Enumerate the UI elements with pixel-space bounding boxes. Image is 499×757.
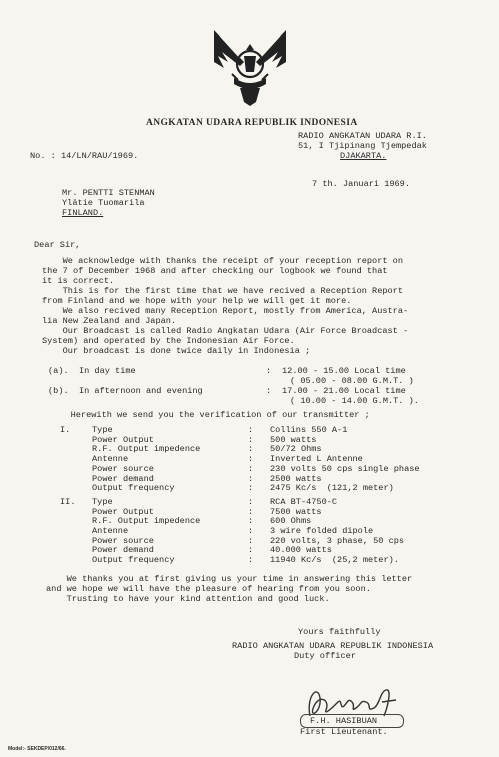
spec-label: Power source — [92, 463, 154, 474]
spec-colon: : — [248, 545, 254, 556]
spec-colon: : — [248, 516, 254, 527]
spec-label: Output frequency — [92, 483, 175, 494]
spec-label: Type — [92, 496, 113, 507]
spec-colon: : — [248, 463, 254, 474]
body-line: lia New Zealand and Japan. — [42, 316, 177, 326]
spec-label: R.F. Output impedence — [92, 444, 201, 455]
verification-intro: Herewith we send you the verification of our transmitter ; — [50, 410, 370, 420]
spec-colon: : — [248, 506, 254, 517]
spec-colon: : — [248, 473, 254, 484]
body-line: This is for the first time that we have recived a Reception Report — [42, 286, 403, 296]
spec-label: Power source — [92, 535, 154, 546]
spec-value: 50/72 Ohms — [270, 444, 322, 455]
spec-label: Antenne — [92, 526, 129, 536]
body-line: the 7 of December 1968 and after checking our logbook we found that — [42, 266, 388, 276]
body-line: We acknowledge with thanks the receipt of your reception report on — [42, 256, 403, 266]
spec-value: 230 volts 50 cps single phase — [270, 463, 420, 474]
schedule-time: 12.00 - 15.00 Local time — [282, 366, 406, 376]
signoff-org: RADIO ANGKATAN UDARA REPUBLIK INDONESIA — [232, 641, 434, 651]
body-line: We also recived many Reception Report, mostly from America, Austra- — [42, 306, 409, 316]
station-street: 51, I Tjipinang Tjempedak — [298, 141, 427, 151]
salutation: Dear Sir, — [34, 240, 81, 250]
spec-colon: : — [248, 444, 254, 455]
spec-colon: : — [248, 483, 254, 494]
spec-label: Type — [92, 425, 113, 435]
spec-value: RCA BT-4750-C — [270, 496, 338, 507]
signatory-name: F.H. HASIBUAN — [310, 716, 378, 726]
spec-value: 600 Ohms — [270, 516, 312, 527]
spec-value: 3 wire folded dipole — [270, 526, 374, 536]
spec-value: 2475 Kc/s (121,2 meter) — [270, 483, 394, 494]
spec-colon: : — [248, 425, 254, 435]
transmitter-numeral: I. — [60, 425, 71, 435]
schedule-label: (b). In afternoon and evening — [48, 386, 203, 396]
reference-number: No. : 14/LN/RAU/1969. — [30, 151, 139, 161]
recipient-street: Ylätie Tuomarila — [62, 198, 145, 208]
spec-value: 2500 watts — [270, 473, 322, 484]
schedule-gmt: ( 05.00 - 08.00 G.M.T. ) — [290, 376, 414, 386]
letterhead-org: ANGKATAN UDARA REPUBLIK INDONESIA — [146, 118, 358, 128]
transmitter-numeral: II. — [60, 496, 76, 507]
spec-colon: : — [248, 535, 254, 546]
spec-value: 11940 Kc/s (25,2 meter). — [270, 555, 399, 566]
body-line: System) and operated by the Indonesian Air Force. — [42, 336, 295, 346]
closing-line: We thanks you at first giving us your time in answering this letter — [46, 574, 413, 584]
spec-value: Inverted L Antenne — [270, 454, 363, 465]
station-city: DJAKARTA. — [340, 151, 387, 161]
recipient-name: Mr. PENTTI STENMAN — [62, 188, 155, 198]
spec-value: 40.000 watts — [270, 545, 332, 556]
schedule-colon: : — [266, 366, 272, 376]
spec-value: Collins 550 A-1 — [270, 425, 348, 435]
spec-colon: : — [248, 496, 254, 507]
body-line: it is correct. — [42, 276, 115, 286]
spec-label: Antenne — [92, 454, 129, 465]
spec-label: Power Output — [92, 506, 154, 517]
spec-colon: : — [248, 555, 254, 566]
spec-label: R.F. Output impedence — [92, 516, 201, 527]
closing-line: and we hope we will have the pleasure of hearing from you soon. — [46, 584, 371, 594]
letter-date: 7 th. Januari 1969. — [312, 179, 410, 189]
yours-faithfully: Yours faithfully — [298, 627, 381, 637]
schedule-label: (a). In day time — [48, 366, 136, 376]
body-line: Our broadcast is done twice daily in Indonesia ; — [42, 346, 311, 356]
signatory-rank: First Lieutenant. — [300, 727, 388, 737]
recipient-country: FINLAND. — [62, 208, 104, 218]
body-line: Our Broadcast is called Radio Angkatan Udara (Air Force Broadcast - — [42, 326, 409, 336]
spec-colon: : — [248, 526, 254, 536]
schedule-colon: : — [266, 386, 272, 396]
schedule-time: 17.00 - 21.00 Local time — [282, 386, 406, 396]
spec-label: Power demand — [92, 545, 154, 556]
schedule-gmt: ( 10.00 - 14.00 G.M.T. ). — [290, 396, 419, 406]
spec-label: Output frequency — [92, 555, 175, 566]
spec-value: 220 volts, 3 phase, 50 cps — [270, 535, 405, 546]
signoff-title: Duty officer — [294, 651, 356, 661]
spec-value: 500 watts — [270, 434, 317, 445]
air-force-emblem — [210, 22, 290, 108]
form-code: Model:- SEKDEP/012/66. — [8, 746, 66, 752]
spec-label: Power demand — [92, 473, 154, 484]
spec-colon: : — [248, 434, 254, 445]
station-name: RADIO ANGKATAN UDARA R.I. — [298, 131, 427, 141]
closing-line: Trusting to have your kind attention and good luck. — [46, 594, 330, 604]
body-line: from Finland and we hope with your help we will get it more. — [42, 296, 352, 306]
spec-value: 7500 watts — [270, 506, 322, 517]
spec-colon: : — [248, 454, 254, 465]
spec-label: Power Output — [92, 434, 154, 445]
